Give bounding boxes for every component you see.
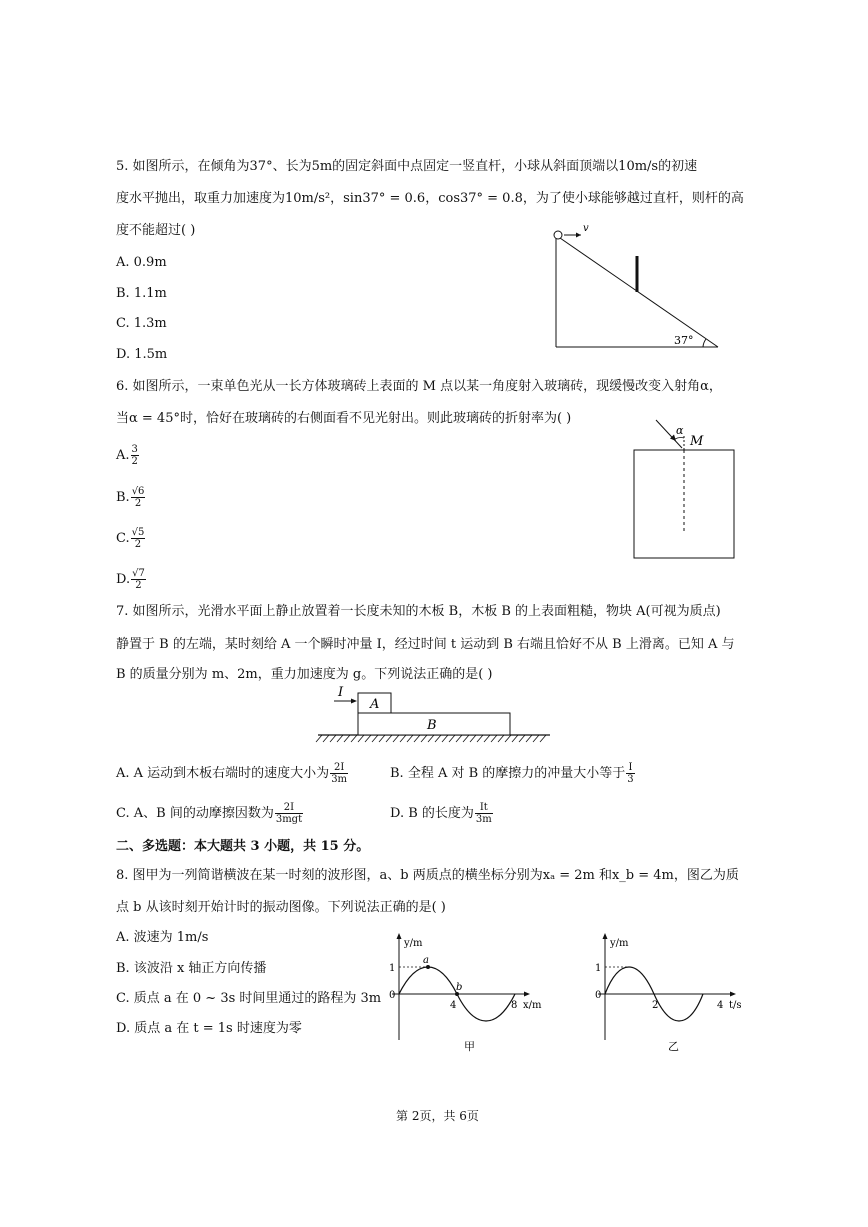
ground-hatch-line (540, 735, 546, 742)
q6-stem-line-2: 当α = 45°时，恰好在玻璃砖的右侧面看不见光射出。则此玻璃砖的折射率为( ) (116, 411, 572, 426)
graph-jia-waveform (386, 930, 546, 1060)
q8-option-d[interactable]: D. 质点 a 在 t = 1s 时速度为零 (116, 1021, 302, 1036)
yi-x-tick-4: 4 (717, 1000, 724, 1011)
ground-hatch-line (428, 735, 434, 742)
jia-y-axis-label: y/m (404, 938, 423, 949)
q5-option-a[interactable]: A. 0.9m (116, 255, 167, 270)
q5-velocity-label: v (583, 223, 589, 234)
jia-x-axis-label: x/m (523, 1000, 542, 1011)
graph-yi-vibration (592, 930, 752, 1060)
q5-incline-figure (548, 222, 728, 352)
jia-x-tick-8: 8 (511, 1000, 518, 1011)
ground-hatch-line (449, 735, 455, 742)
q7-option-c[interactable]: C. A、B 间的动摩擦因数为 $\frac{2I}{\text{3mgt}}$ (116, 802, 303, 825)
q8-option-c[interactable]: C. 质点 a 在 0 ~ 3s 时间里通过的路程为 3m (116, 991, 382, 1006)
q6-glass-brick-figure (630, 414, 740, 564)
ground-hatch-line (442, 735, 448, 742)
ground-hatch-line (512, 735, 518, 742)
ground-hatch-line (526, 735, 532, 742)
section-heading-multiple-choice: 二、多选题：本大题共 3 小题，共 15 分。 (116, 839, 370, 854)
ground-hatch-line (372, 735, 378, 742)
ground-hatch-line (323, 735, 329, 742)
ground-hatch-line (477, 735, 483, 742)
q8-stem-line-1: 8. 图甲为一列简谐横波在某一时刻的波形图，a、b 两质点的横坐标分别为xₐ = 2m 和x_b = 4m，图乙为质 (116, 868, 739, 883)
q5-stem-line-2: 度水平抛出，取重力加速度为10m/s²，sin37° = 0.6，cos37° = 0.8，为了使小球能够越过直杆，则杆的高 (116, 191, 744, 206)
q6-option-d[interactable]: D. $\frac{√7}{2}$ (116, 568, 145, 591)
yi-y-tick-1: 1 (595, 963, 602, 974)
q5-stem-line-3: 度不能超过( ) (116, 223, 196, 238)
ground-hatch-line (421, 735, 427, 742)
q7-stem-line-2: 静置于 B 的左端，某时刻给 A 一个瞬时冲量 I，经过时间 t 运动到 B 右端且恰好不从 B 上滑离。已知 A 与 (116, 637, 735, 652)
ground-hatch-line (470, 735, 476, 742)
q7-block-board-figure (314, 684, 554, 744)
q8-option-a[interactable]: A. 波速为 1m/s (116, 930, 209, 945)
jia-caption: 甲 (464, 1040, 475, 1053)
yi-caption: 乙 (668, 1040, 679, 1053)
q6-point-m-label: M (690, 434, 704, 449)
ground-hatch-line (491, 735, 497, 742)
ground-hatch-line (484, 735, 490, 742)
q7-option-a[interactable]: A. A 运动到木板右端时的速度大小为 $\frac{2I}{3m}$ (116, 762, 348, 785)
ground-hatch-line (414, 735, 420, 742)
q5-angle-label: 37° (674, 334, 694, 347)
yi-x-axis-label: t/s (729, 1000, 742, 1011)
ground-hatch-line (400, 735, 406, 742)
q5-stem-line-1: 5. 如图所示，在倾角为37°、长为5m的固定斜面中点固定一竖直杆，小球从斜面顶端以10m/s的初速 (116, 159, 698, 174)
ground-hatch-line (519, 735, 525, 742)
yi-origin-label: 0 (595, 990, 602, 1001)
q7-block-a-label: A (370, 697, 380, 712)
ground-hatch-line (337, 735, 343, 742)
jia-x-tick-4: 4 (450, 1000, 457, 1011)
page-footer: 第 2页，共 6页 (396, 1109, 479, 1123)
jia-y-tick-1: 1 (389, 963, 396, 974)
ground-hatch-line (505, 735, 511, 742)
q7-option-b[interactable]: B. 全程 A 对 B 的摩擦力的冲量大小等于 $\frac{I}{3}$ (390, 762, 634, 785)
q7-board-b-label: B (427, 718, 437, 733)
ground-hatch-line (344, 735, 350, 742)
ground-hatch-line (435, 735, 441, 742)
ground-hatch-line (407, 735, 413, 742)
ball-icon (554, 231, 562, 239)
ground-hatch-line (463, 735, 469, 742)
q6-alpha-label: α (676, 424, 684, 437)
yi-y-axis-label: y/m (610, 938, 629, 949)
q5-option-d[interactable]: D. 1.5m (116, 347, 168, 362)
jia-label-a: a (423, 955, 429, 966)
ground-hatch-line (379, 735, 385, 742)
ground-hatch-line (393, 735, 399, 742)
q6-option-c[interactable]: C. $\frac{√5}{2}$ (116, 527, 145, 550)
ground-hatch-line (498, 735, 504, 742)
q8-option-b[interactable]: B. 该波沿 x 轴正方向传播 (116, 961, 267, 976)
q7-stem-line-3: B 的质量分别为 m、2m，重力加速度为 g。下列说法正确的是( ) (116, 667, 493, 682)
q6-stem-line-1: 6. 如图所示，一束单色光从一长方体玻璃砖上表面的 M 点以某一角度射入玻璃砖，现缓慢改变入射角α， (116, 379, 722, 394)
q5-option-c[interactable]: C. 1.3m (116, 316, 167, 331)
q7-impulse-label: I (338, 685, 344, 700)
ground-hatch-line (351, 735, 357, 742)
q7-stem-line-1: 7. 如图所示，光滑水平面上静止放置着一长度未知的木板 B，木板 B 的上表面粗糙，物块 A(可视为质点) (116, 604, 721, 619)
ground-hatch-line (456, 735, 462, 742)
q8-stem-line-2: 点 b 从该时刻开始计时的振动图像。下列说法正确的是( ) (116, 900, 446, 915)
ground-hatch-line (365, 735, 371, 742)
ground-hatch-line (330, 735, 336, 742)
jia-origin-label: 0 (389, 990, 396, 1001)
ground-hatch-line (316, 735, 322, 742)
jia-label-b: b (456, 982, 463, 993)
q5-option-b[interactable]: B. 1.1m (116, 286, 167, 301)
ground-hatch-line (358, 735, 364, 742)
q6-option-a[interactable]: A. $\frac{3}{2}$ (116, 444, 138, 467)
ground-hatch-line (386, 735, 392, 742)
yi-x-tick-2: 2 (652, 1000, 659, 1011)
q7-option-d[interactable]: D. B 的长度为 $\frac{It}{3m}$ (390, 802, 492, 825)
ground-hatch-line (533, 735, 539, 742)
q6-option-b[interactable]: B. $\frac{√6}{2}$ (116, 486, 145, 509)
